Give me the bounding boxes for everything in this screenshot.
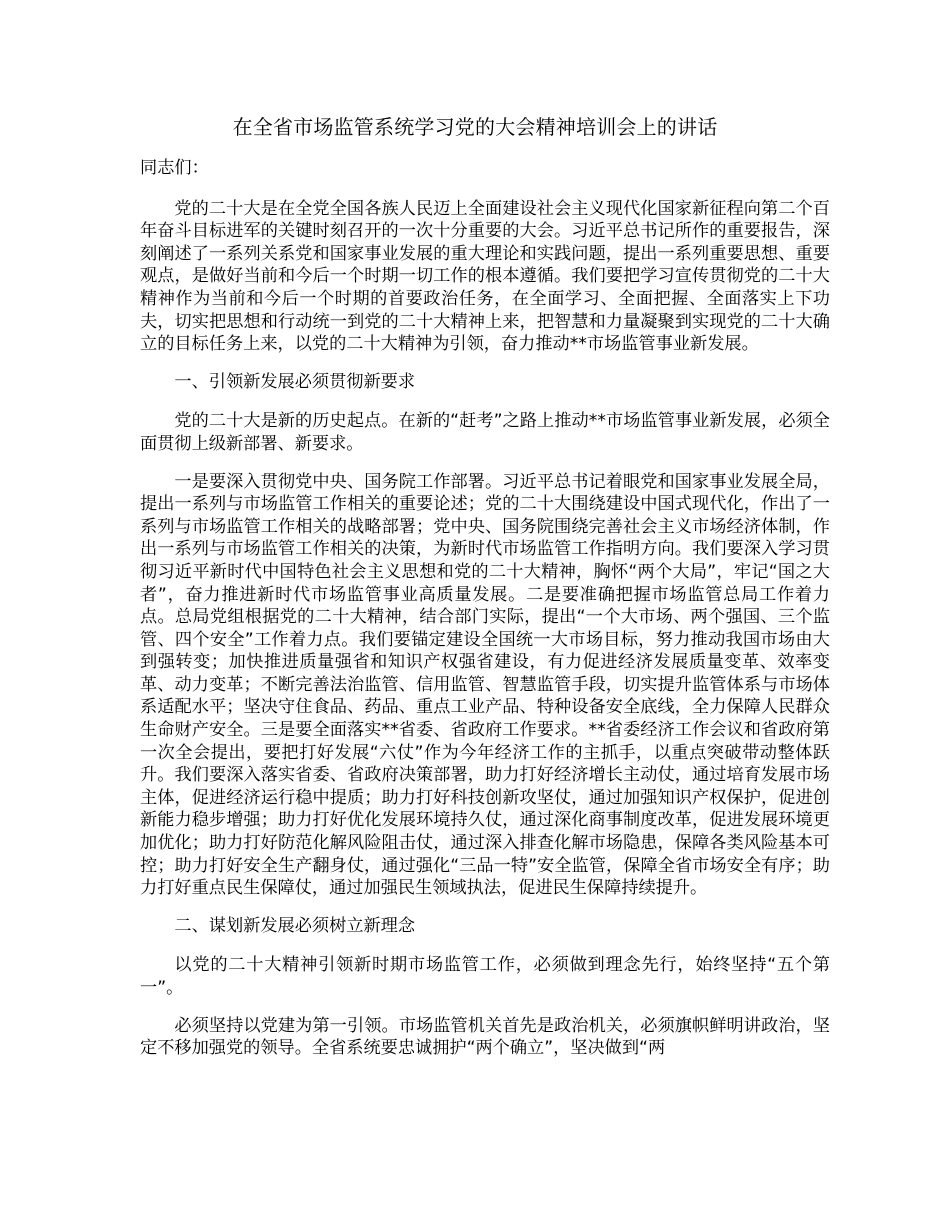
paragraph-section-2-intro: 以党的二十大精神引领新时期市场监管工作，必须做到理念先行，始终坚持“五个第一”。 <box>140 955 830 998</box>
paragraph-intro: 党的二十大是在全党全国各族人民迈上全面建设社会主义现代化国家新征程向第二个百年奋斗目标进军的关键时刻召开的一次十分重要的大会。习近平总书记所作的重要报告，深刻阐述了一系列关系党和国家事业发展的重大理论和实践问题，提出一系列重要思想、重要观点，是做好当前和今后一个时期一切工作的根本遵循。我们要把学习宣传贯彻党的二十大精神作为当前和今后一个时期的首要政治任务，在全面学习、全面把握、全面落实上下功夫，切实把思想和行动统一到党的二十大精神上来，把智慧和力量凝聚到实现党的二十大确立的目标任务上来，以党的二十大精神为引领，奋力推动**市场监管事业新发展。 <box>140 198 830 355</box>
paragraph-section-1-body: 一是要深入贯彻党中央、国务院工作部署。习近平总书记着眼党和国家事业发展全局，提出一系列与市场监管工作相关的重要论述；党的二十大围绕建设中国式现代化，作出了一系列与市场监管工作相关的战略部署；党中央、国务院围绕完善社会主义市场经济体制，作出一系列与市场监管工作相关的决策，为新时代市场监管工作指明方向。我们要深入学习贯彻习近平新时代中国特色社会主义思想和党的二十大精神，胸怀“两个大局”，牢记“国之大者”，奋力推进新时代市场监管事业高质量发展。二是要准确把握市场监管总局工作着力点。总局党组根据党的二十大精神，结合部门实际，提出“一个大市场、两个强国、三个监管、四个安全”工作着力点。我们要锚定建设全国统一大市场目标，努力推动我国市场由大到强转变；加快推进质量强省和知识产权强省建设，有力促进经济发展质量变革、效率变革、动力变革；不断完善法治监管、信用监管、智慧监管手段，切实提升监管体系与市场体系适配水平；坚决守住食品、药品、重点工业产品、特种设备安全底线，全力保障人民群众生命财产安全。三是要全面落实**省委、省政府工作要求。**省委经济工作会议和省政府第一次全会提出，要把打好发展“六仗”作为今年经济工作的主抓手，以重点突破带动整体跃升。我们要深入落实省委、省政府决策部署，助力打好经济增长主动仗，通过培育发展市场主体，促进经济运行稳中提质；助力打好科技创新攻坚仗，通过加强知识产权保护，促进创新能力稳步增强；助力打好优化发展环境持久仗，通过深化商事制度改革，促进发展环境更加优化；助力打好防范化解风险阻击仗，通过深入排查化解市场隐患，保障各类风险基本可控；助力打好安全生产翻身仗，通过强化“三品一特”安全监管，保障全省市场安全有序；助力打好重点民生保障仗，通过加强民生领域执法，促进民生保障持续提升。 <box>140 471 830 899</box>
document-body <box>140 157 830 1075</box>
section-heading-2: 二、谋划新发展必须树立新理念 <box>174 915 416 936</box>
paragraph-section-2-body: 必须坚持以党建为第一引领。市场监管机关首先是政治机关，必须旗帜鲜明讲政治，坚定不移加强党的领导。全省系统要忠诚拥护“两个确立”，坚决做到“两 <box>140 1015 830 1059</box>
paragraph-section-1-intro: 党的二十大是新的历史起点。在新的“赶考”之路上推动**市场监管事业新发展，必须全面贯彻上级新部署、新要求。 <box>140 411 830 454</box>
document-title: 在全省市场监管系统学习党的大会精神培训会上的讲话 <box>232 115 718 139</box>
section-heading-1: 一、引领新发展必须贯彻新要求 <box>174 371 416 392</box>
salutation: 同志们： <box>140 158 209 178</box>
